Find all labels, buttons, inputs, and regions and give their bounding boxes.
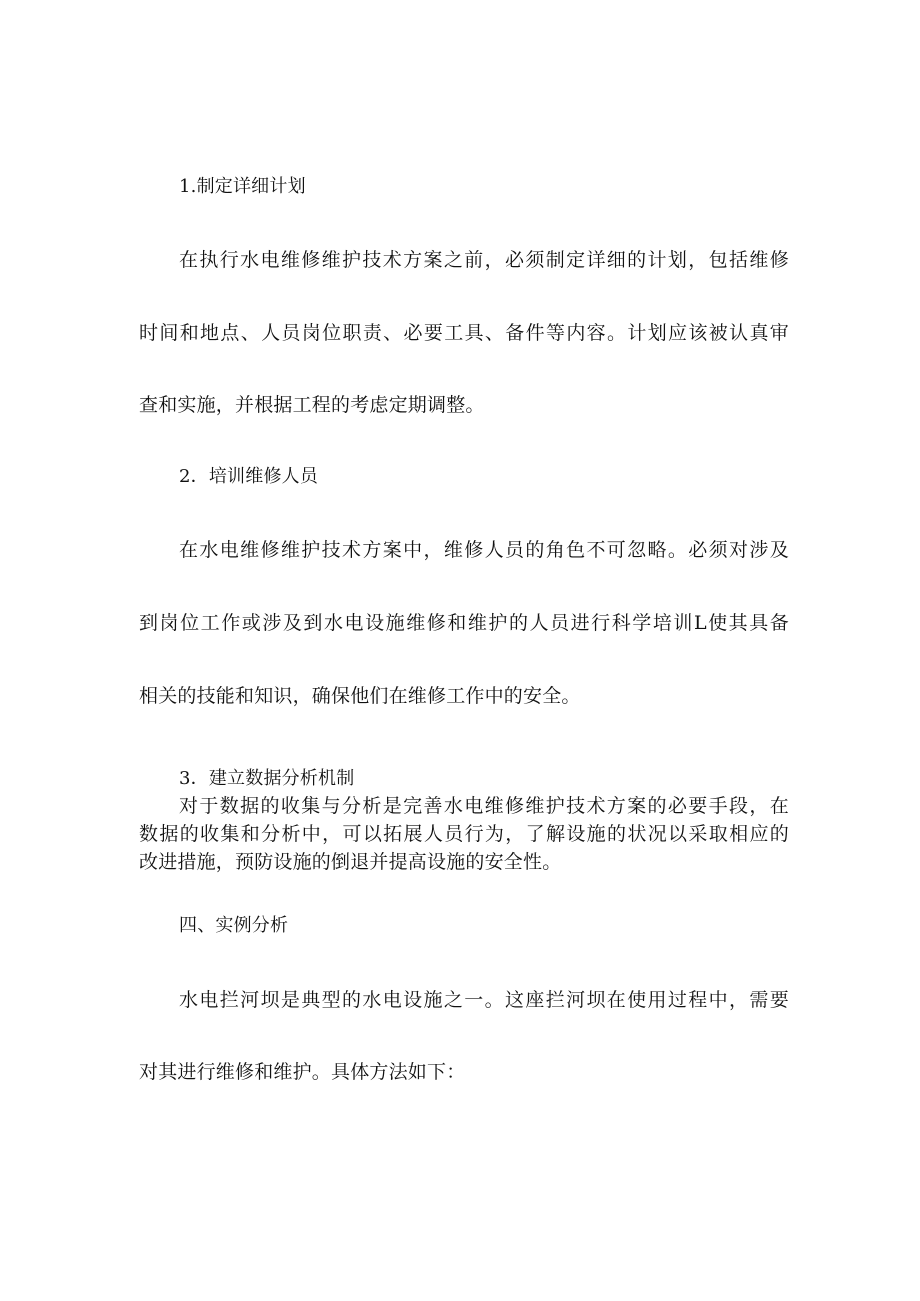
section-heading: 3．建立数据分析机制 [179, 768, 355, 789]
paragraph-line: 对其进行维修和维护。具体方法如下： [139, 1061, 466, 1083]
paragraph-line: 时间和地点、人员岗位职责、必要工具、备件等内容。计划应该被认真审 [139, 322, 789, 344]
paragraph-line: 相关的技能和知识，确保他们在维修工作中的安全。 [139, 685, 581, 707]
paragraph-line: 水电拦河坝是典型的水电设施之一。这座拦河坝在使用过程中，需要 [179, 989, 789, 1011]
paragraph-line: 在执行水电维修维护技术方案之前，必须制定详细的计划，包括维修 [179, 249, 789, 271]
section-heading: 1.制定详细计划 [179, 176, 306, 197]
paragraph-line: 数据的收集和分析中，可以拓展人员行为，了解设施的状况以采取相应的 [139, 823, 789, 845]
section-heading: 2．培训维修人员 [179, 466, 319, 487]
paragraph-line: 到岗位工作或涉及到水电设施维修和维护的人员进行科学培训L使其具备 [139, 612, 789, 634]
paragraph-line: 查和实施，并根据工程的考虑定期调整。 [139, 394, 485, 416]
paragraph-line: 对于数据的收集与分析是完善水电维修维护技术方案的必要手段，在 [179, 795, 789, 817]
paragraph-line: 在水电维修维护技术方案中，维修人员的角色不可忽略。必须对涉及 [179, 539, 789, 561]
section-heading: 四、实例分析 [179, 915, 289, 936]
paragraph-line: 改进措施，预防设施的倒退并提高设施的安全性。 [139, 851, 562, 873]
